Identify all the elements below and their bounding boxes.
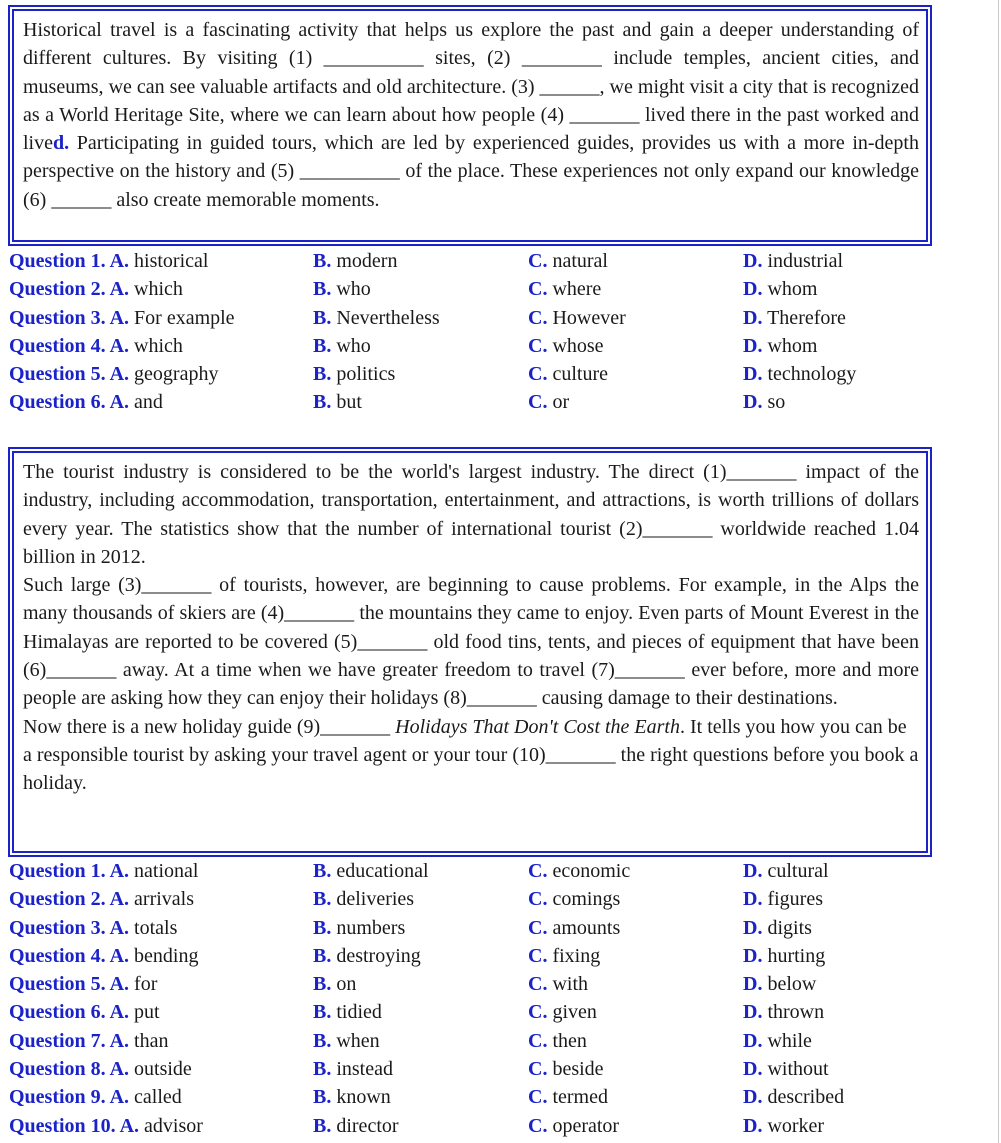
option-b[interactable]: who xyxy=(336,278,371,301)
option-b-letter: B. xyxy=(313,888,332,911)
question-row xyxy=(9,1112,909,1140)
option-a[interactable]: which xyxy=(134,278,183,301)
option-b[interactable]: but xyxy=(336,391,362,414)
question-row xyxy=(9,1055,909,1083)
question-row xyxy=(9,304,909,332)
option-a[interactable]: outside xyxy=(134,1058,192,1081)
option-d-letter: D. xyxy=(743,250,763,272)
option-d-letter: D. xyxy=(743,860,763,882)
option-a[interactable]: bending xyxy=(134,944,199,967)
option-b-letter: B. xyxy=(313,250,332,272)
option-d[interactable]: whom xyxy=(767,278,818,301)
option-b[interactable]: deliveries xyxy=(336,888,415,911)
option-c[interactable]: comings xyxy=(552,888,621,911)
option-c-letter: C. xyxy=(528,1114,548,1137)
option-a[interactable]: which xyxy=(134,334,183,357)
option-c[interactable]: However xyxy=(552,306,626,329)
question-row xyxy=(9,332,909,360)
question-label: Question 8. A. xyxy=(9,1058,130,1081)
option-b-letter: B. xyxy=(313,1114,332,1137)
question-row xyxy=(9,360,909,388)
question-row xyxy=(9,998,909,1026)
option-c[interactable]: beside xyxy=(552,1058,604,1081)
option-b[interactable]: on xyxy=(336,973,357,996)
option-a[interactable]: historical xyxy=(134,250,209,272)
paragraph-3-start: Now there is a new holiday guide (9)_______ xyxy=(23,715,396,738)
guide-title: Holidays That Don't Cost the Earth xyxy=(395,715,680,738)
question-label: Question 4. A. xyxy=(9,334,130,357)
option-c-letter: C. xyxy=(528,1029,548,1052)
option-d-letter: D. xyxy=(743,1058,763,1081)
option-a[interactable]: than xyxy=(134,1029,169,1052)
question-label: Question 10. A. xyxy=(9,1114,140,1137)
option-c[interactable]: or xyxy=(552,391,570,414)
option-d[interactable]: described xyxy=(767,1086,845,1109)
option-c-letter: C. xyxy=(528,1086,548,1109)
option-c-letter: C. xyxy=(528,391,548,414)
question-label: Question 9. A. xyxy=(9,1086,130,1109)
question-row xyxy=(9,1027,909,1055)
option-c-letter: C. xyxy=(528,306,548,329)
passage-1-text xyxy=(23,16,919,214)
option-c-letter: C. xyxy=(528,250,548,272)
option-b-letter: B. xyxy=(313,1058,332,1081)
question-label: Question 2. A. xyxy=(9,278,130,301)
option-d-letter: D. xyxy=(743,1114,763,1137)
passage-1-highlight: d. xyxy=(53,132,70,155)
option-c-letter: C. xyxy=(528,860,548,882)
option-d[interactable]: so xyxy=(767,391,786,414)
option-c-letter: C. xyxy=(528,1058,548,1081)
passage-1-part-2: Participating in guided tours, which are led by experienced guides, provides us with a more in-depth perspective on the history and (5) __________ of the place. These experiences not only expand our knowledge (6) ______ also create memorable moments. xyxy=(23,132,919,211)
option-d[interactable]: cultural xyxy=(767,860,829,882)
question-label: Question 5. A. xyxy=(9,363,130,386)
option-c[interactable]: where xyxy=(552,278,602,301)
question-set-2 xyxy=(9,857,909,1140)
option-d-letter: D. xyxy=(743,888,763,911)
question-row xyxy=(9,885,909,913)
question-row xyxy=(9,388,909,416)
option-d[interactable]: Therefore xyxy=(767,306,846,329)
question-label: Question 1. A. xyxy=(9,860,130,882)
option-c-letter: C. xyxy=(528,363,548,386)
passage-2-paragraph-3 xyxy=(23,713,919,798)
option-b[interactable]: numbers xyxy=(336,916,406,939)
option-c[interactable]: given xyxy=(552,1001,597,1024)
question-label: Question 3. A. xyxy=(9,916,130,939)
option-d-letter: D. xyxy=(743,973,763,996)
question-set-1 xyxy=(9,247,909,417)
option-d-letter: D. xyxy=(743,1086,763,1109)
option-b-letter: B. xyxy=(313,1086,332,1109)
question-row xyxy=(9,857,909,885)
option-d-letter: D. xyxy=(743,944,763,967)
page-edge-rule xyxy=(998,0,999,1143)
option-b-letter: B. xyxy=(313,278,332,301)
question-label: Question 6. A. xyxy=(9,391,130,414)
option-a[interactable]: for xyxy=(134,973,158,996)
option-c-letter: C. xyxy=(528,1001,548,1024)
option-d-letter: D. xyxy=(743,1001,763,1024)
question-label: Question 3. A. xyxy=(9,306,130,329)
option-b[interactable]: educational xyxy=(336,860,429,882)
question-label: Question 2. A. xyxy=(9,888,130,911)
option-b[interactable]: who xyxy=(336,334,371,357)
option-d-letter: D. xyxy=(743,391,763,414)
option-d[interactable]: worker xyxy=(767,1114,825,1137)
option-b-letter: B. xyxy=(313,391,332,414)
option-d-letter: D. xyxy=(743,278,763,301)
option-d[interactable]: hurting xyxy=(767,944,826,967)
question-label: Question 4. A. xyxy=(9,944,130,967)
option-c[interactable]: natural xyxy=(552,250,608,272)
option-c[interactable]: whose xyxy=(552,334,604,357)
option-a[interactable]: geography xyxy=(134,363,219,386)
option-d-letter: D. xyxy=(743,1029,763,1052)
option-b-letter: B. xyxy=(313,334,332,357)
option-a[interactable]: and xyxy=(134,391,163,414)
passage-2-paragraph-2: Such large (3)_______ of tourists, however, are beginning to cause problems. For example, in the Alps the many thousands of skiers are (4)_______ the mountains they came to enjoy. Even parts of Mount Everest in the Himalayas are reported to be covered (5)_______ old food tins, tents, and pieces of equipment that have been (6)_______ away. At a time when we have greater freedom to travel (7)_______ ever before, more and more people are asking how they can enjoy their holidays (8)_______ causing damage to their destinations. xyxy=(23,574,919,710)
option-a[interactable]: totals xyxy=(134,916,178,939)
option-c-letter: C. xyxy=(528,278,548,301)
option-d[interactable]: thrown xyxy=(767,1001,825,1024)
option-d[interactable]: without xyxy=(767,1058,829,1081)
option-c-letter: C. xyxy=(528,944,548,967)
option-c[interactable]: economic xyxy=(552,860,631,882)
option-a[interactable]: national xyxy=(134,860,199,882)
option-b[interactable]: Nevertheless xyxy=(336,306,440,329)
option-b[interactable]: director xyxy=(336,1114,399,1137)
option-d-letter: D. xyxy=(743,916,763,939)
option-b[interactable]: modern xyxy=(336,250,398,272)
option-c[interactable]: operator xyxy=(552,1114,620,1137)
option-c[interactable]: termed xyxy=(552,1086,608,1109)
option-b-letter: B. xyxy=(313,860,332,882)
option-d[interactable]: digits xyxy=(767,916,812,939)
option-b[interactable]: politics xyxy=(336,363,396,386)
passage-2-paragraph-1: The tourist industry is considered to be the world's largest industry. The direct (1)_______ impact of the industry, including accommodation, transportation, entertainment, and attractions, is worth trillions of dollars every year. The statistics show that the number of international tourist (2)_______ worldwide reached 1.04 billion in 2012. xyxy=(23,461,919,568)
option-b-letter: B. xyxy=(313,944,332,967)
question-row xyxy=(9,247,909,275)
option-c[interactable]: fixing xyxy=(552,944,601,967)
option-b-letter: B. xyxy=(313,306,332,329)
question-row xyxy=(9,914,909,942)
option-c[interactable]: with xyxy=(552,973,589,996)
option-d-letter: D. xyxy=(743,363,763,386)
question-label: Question 5. A. xyxy=(9,973,130,996)
option-c-letter: C. xyxy=(528,916,548,939)
option-b[interactable]: tidied xyxy=(336,1001,382,1024)
option-b-letter: B. xyxy=(313,1029,332,1052)
option-c-letter: C. xyxy=(528,973,548,996)
option-d[interactable]: while xyxy=(767,1029,812,1052)
option-d[interactable]: industrial xyxy=(767,250,843,272)
option-c[interactable]: then xyxy=(552,1029,587,1052)
option-b-letter: B. xyxy=(313,1001,332,1024)
question-label: Question 1. A. xyxy=(9,250,130,272)
option-b-letter: B. xyxy=(313,916,332,939)
question-row xyxy=(9,970,909,998)
question-label: Question 6. A. xyxy=(9,1001,130,1024)
option-c-letter: C. xyxy=(528,888,548,911)
option-d-letter: D. xyxy=(743,334,763,357)
option-d[interactable]: figures xyxy=(767,888,823,911)
option-b-letter: B. xyxy=(313,363,332,386)
option-a[interactable]: arrivals xyxy=(134,888,195,911)
question-row xyxy=(9,275,909,303)
question-row xyxy=(9,1083,909,1111)
option-c[interactable]: amounts xyxy=(552,916,621,939)
question-label: Question 7. A. xyxy=(9,1029,130,1052)
passage-1-box xyxy=(8,5,932,246)
option-a[interactable]: called xyxy=(134,1086,182,1109)
option-b[interactable]: known xyxy=(336,1086,391,1109)
passage-1-part-1: Historical travel is a fascinating activity that helps us explore the past and gain a deeper understanding of different cultures. By visiting (1) __________ sites, (2) ________ include temples, ancient cities, and museums, we can see valuable artifacts and old architecture. (3) ______, we might visit a city that is recognized as a World Heritage Site, where we can learn about how people (4) _______ lived there in the past worked and live xyxy=(23,19,919,155)
option-c-letter: C. xyxy=(528,334,548,357)
option-a[interactable]: advisor xyxy=(144,1114,203,1137)
option-b[interactable]: instead xyxy=(336,1058,393,1081)
option-a[interactable]: put xyxy=(134,1001,160,1024)
option-c[interactable]: culture xyxy=(552,363,608,386)
passage-2-box xyxy=(8,447,932,857)
option-a[interactable]: For example xyxy=(134,306,235,329)
question-row xyxy=(9,942,909,970)
option-d[interactable]: technology xyxy=(767,363,857,386)
option-d[interactable]: whom xyxy=(767,334,818,357)
option-d[interactable]: below xyxy=(767,973,817,996)
option-b[interactable]: destroying xyxy=(336,944,421,967)
option-b[interactable]: when xyxy=(336,1029,380,1052)
paragraph-3-end: . It tells you how you can be a responsible tourist by asking your travel agent or your tour (10)_______ the right questions before you book a holiday. xyxy=(23,715,919,795)
option-b-letter: B. xyxy=(313,973,332,996)
option-d-letter: D. xyxy=(743,306,763,329)
